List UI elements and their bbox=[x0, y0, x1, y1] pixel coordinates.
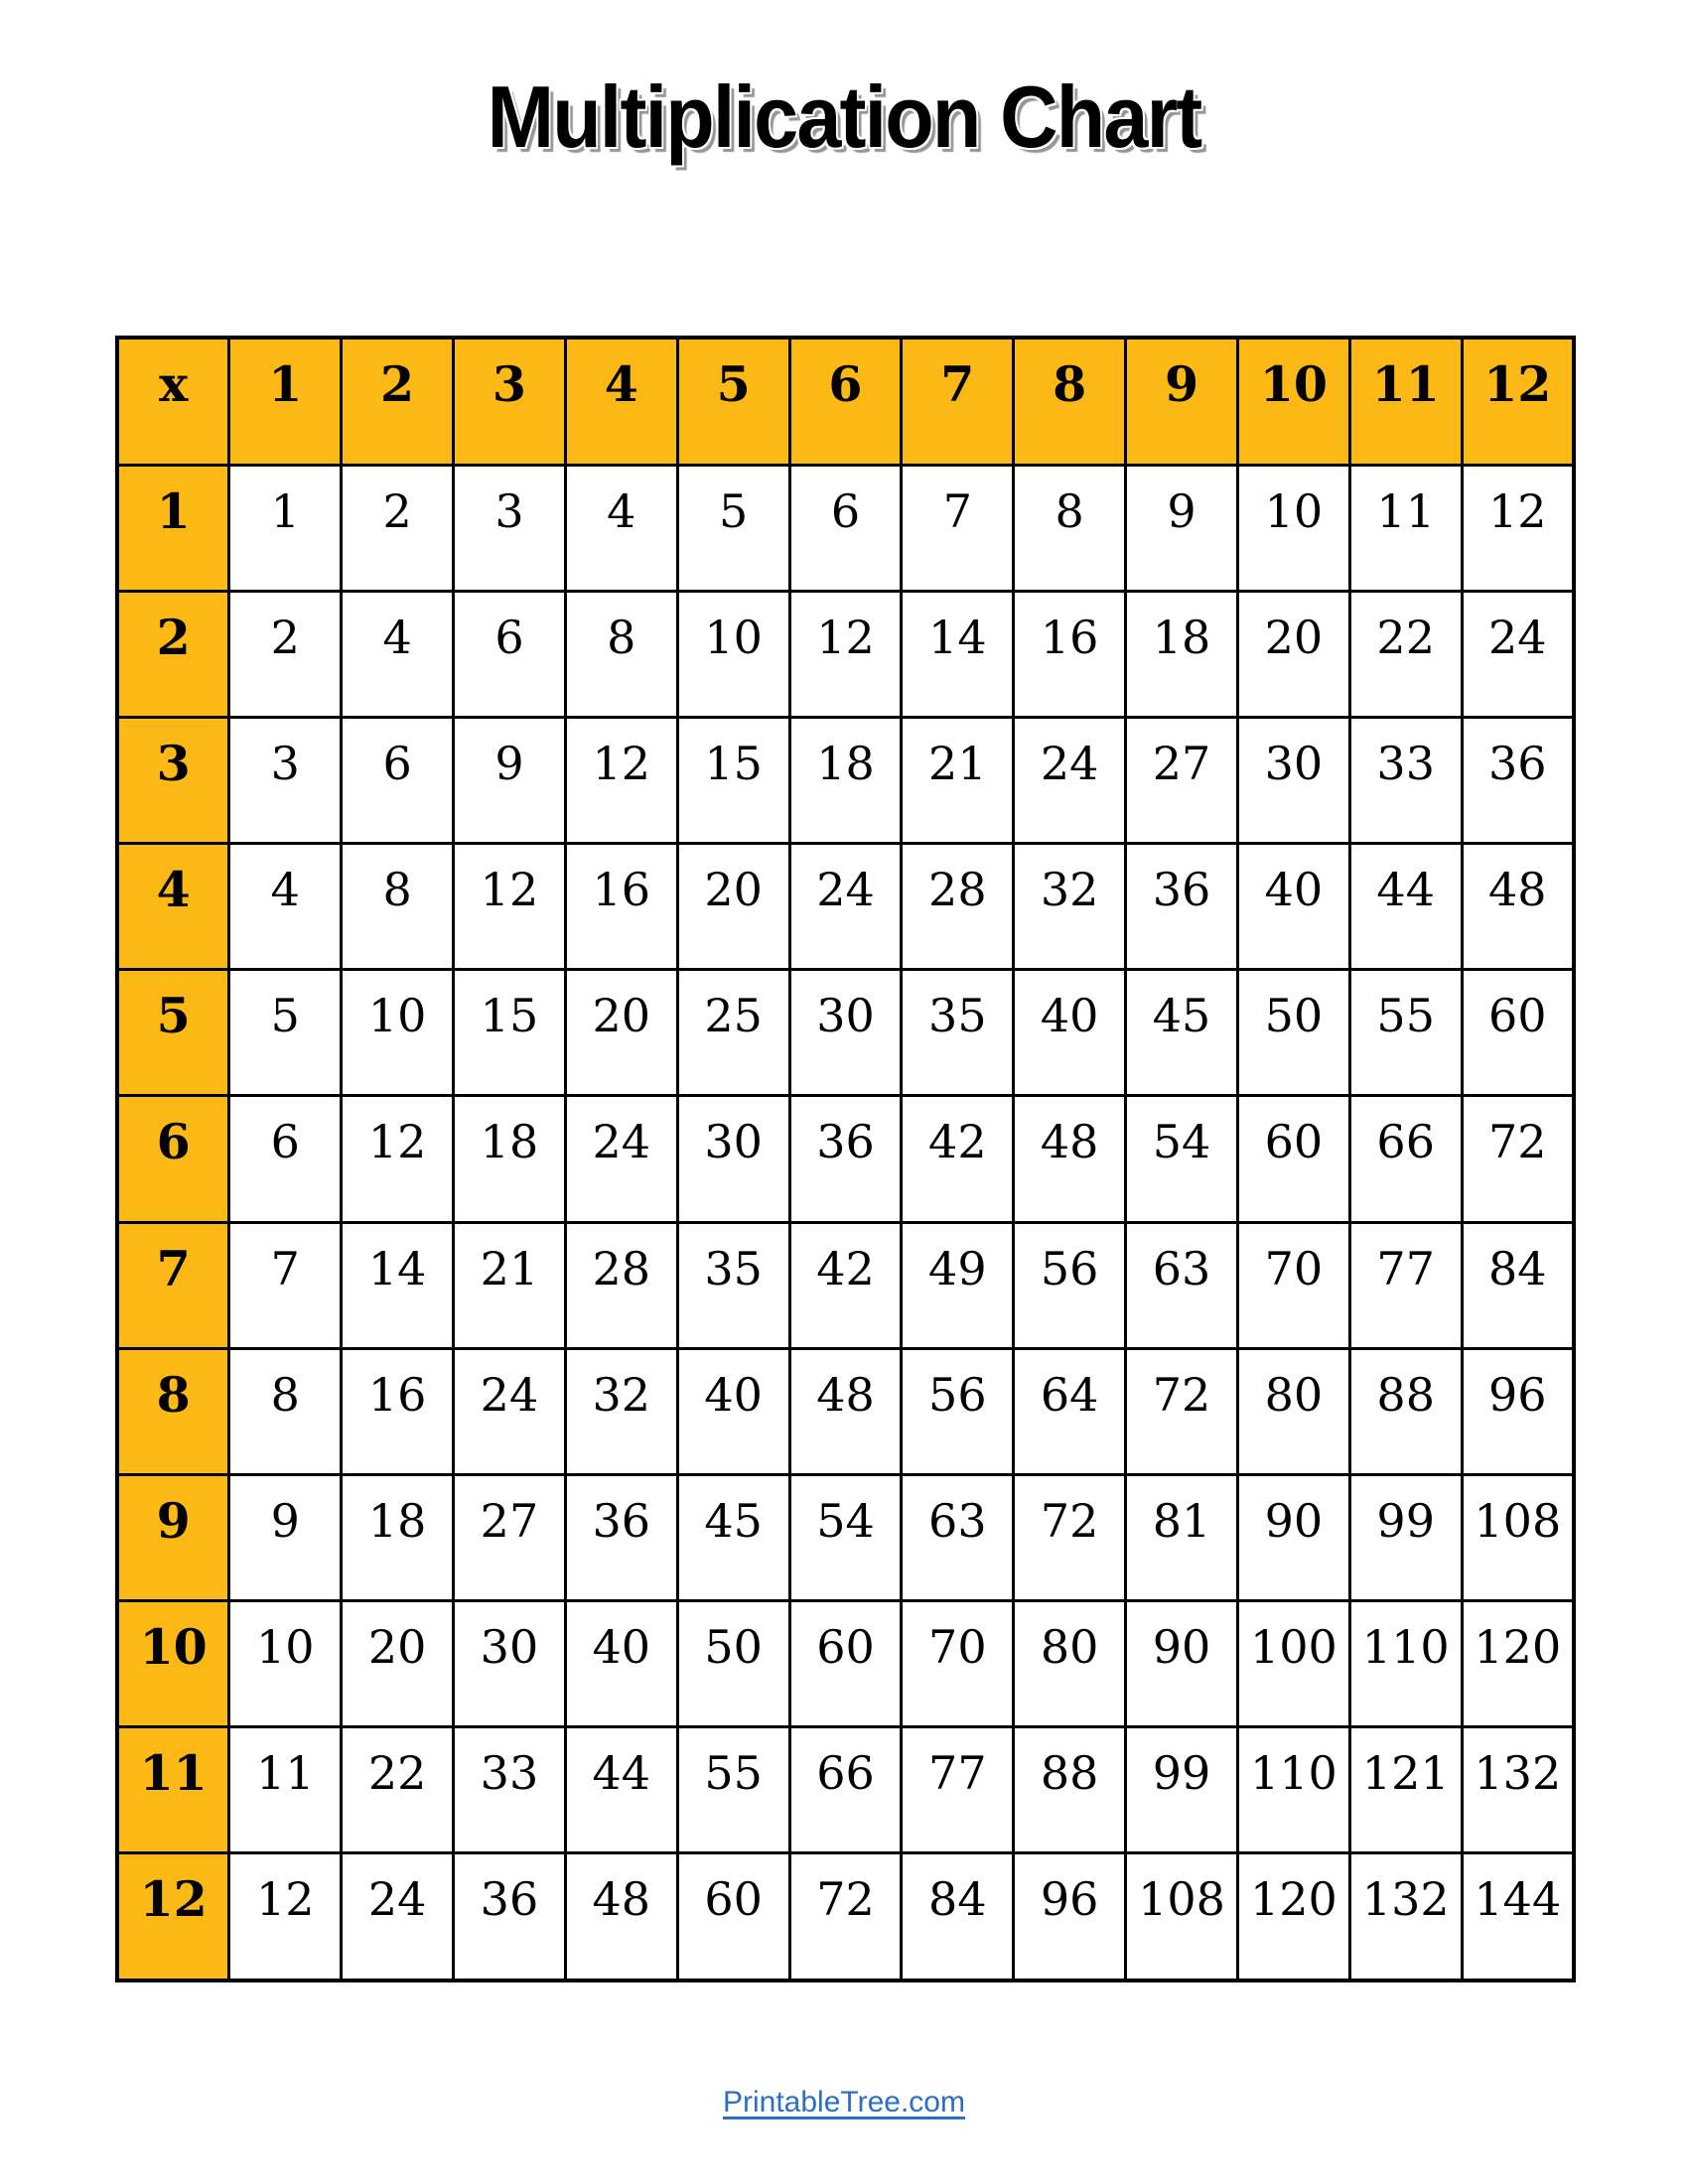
cell-2x2: 4 bbox=[342, 591, 454, 717]
cell-4x9: 36 bbox=[1126, 844, 1238, 970]
cell-11x10: 110 bbox=[1237, 1727, 1349, 1853]
cell-8x7: 56 bbox=[902, 1348, 1014, 1474]
cell-10x8: 80 bbox=[1014, 1601, 1126, 1727]
cell-6x2: 12 bbox=[342, 1096, 454, 1222]
cell-6x12: 72 bbox=[1462, 1096, 1574, 1222]
footer-link[interactable]: PrintableTree.com bbox=[723, 2086, 965, 2118]
table-header-row bbox=[117, 338, 1574, 465]
cell-2x10: 20 bbox=[1237, 591, 1349, 717]
table-row-10 bbox=[117, 1601, 1574, 1727]
cell-9x1: 9 bbox=[229, 1474, 342, 1600]
cell-2x3: 6 bbox=[454, 591, 566, 717]
cell-1x4: 4 bbox=[565, 465, 677, 591]
cell-6x5: 30 bbox=[677, 1096, 789, 1222]
cell-5x7: 35 bbox=[902, 970, 1014, 1096]
row-header-2: 2 bbox=[117, 591, 229, 717]
cell-10x2: 20 bbox=[342, 1601, 454, 1727]
row-header-7: 7 bbox=[117, 1222, 229, 1348]
cell-10x11: 110 bbox=[1349, 1601, 1462, 1727]
cell-12x7: 84 bbox=[902, 1853, 1014, 1980]
cell-7x5: 35 bbox=[677, 1222, 789, 1348]
cell-4x6: 24 bbox=[789, 844, 902, 970]
table-row-7 bbox=[117, 1222, 1574, 1348]
cell-3x9: 27 bbox=[1126, 717, 1238, 843]
col-header-8: 8 bbox=[1014, 338, 1126, 465]
cell-9x9: 81 bbox=[1126, 1474, 1238, 1600]
cell-12x5: 60 bbox=[677, 1853, 789, 1980]
cell-8x9: 72 bbox=[1126, 1348, 1238, 1474]
cell-9x4: 36 bbox=[565, 1474, 677, 1600]
table-row-6 bbox=[117, 1096, 1574, 1222]
table-row-4 bbox=[117, 844, 1574, 970]
cell-5x2: 10 bbox=[342, 970, 454, 1096]
cell-5x4: 20 bbox=[565, 970, 677, 1096]
row-header-5: 5 bbox=[117, 970, 229, 1096]
multiplication-table-body bbox=[117, 338, 1574, 1980]
cell-10x12: 120 bbox=[1462, 1601, 1574, 1727]
cell-4x2: 8 bbox=[342, 844, 454, 970]
cell-1x6: 6 bbox=[789, 465, 902, 591]
cell-2x7: 14 bbox=[902, 591, 1014, 717]
cell-6x3: 18 bbox=[454, 1096, 566, 1222]
cell-10x9: 90 bbox=[1126, 1601, 1238, 1727]
col-header-12: 12 bbox=[1462, 338, 1574, 465]
cell-12x1: 12 bbox=[229, 1853, 342, 1980]
cell-2x11: 22 bbox=[1349, 591, 1462, 717]
cell-11x12: 132 bbox=[1462, 1727, 1574, 1853]
multiplication-table bbox=[115, 336, 1576, 1982]
cell-9x7: 63 bbox=[902, 1474, 1014, 1600]
cell-12x8: 96 bbox=[1014, 1853, 1126, 1980]
cell-12x2: 24 bbox=[342, 1853, 454, 1980]
cell-1x10: 10 bbox=[1237, 465, 1349, 591]
cell-11x4: 44 bbox=[565, 1727, 677, 1853]
cell-10x3: 30 bbox=[454, 1601, 566, 1727]
cell-7x2: 14 bbox=[342, 1222, 454, 1348]
cell-4x5: 20 bbox=[677, 844, 789, 970]
cell-6x7: 42 bbox=[902, 1096, 1014, 1222]
cell-8x5: 40 bbox=[677, 1348, 789, 1474]
cell-1x2: 2 bbox=[342, 465, 454, 591]
cell-4x1: 4 bbox=[229, 844, 342, 970]
cell-12x6: 72 bbox=[789, 1853, 902, 1980]
cell-11x9: 99 bbox=[1126, 1727, 1238, 1853]
row-header-1: 1 bbox=[117, 465, 229, 591]
cell-10x4: 40 bbox=[565, 1601, 677, 1727]
cell-9x2: 18 bbox=[342, 1474, 454, 1600]
cell-1x12: 12 bbox=[1462, 465, 1574, 591]
cell-6x8: 48 bbox=[1014, 1096, 1126, 1222]
cell-10x1: 10 bbox=[229, 1601, 342, 1727]
cell-4x7: 28 bbox=[902, 844, 1014, 970]
cell-3x12: 36 bbox=[1462, 717, 1574, 843]
cell-4x10: 40 bbox=[1237, 844, 1349, 970]
cell-2x8: 16 bbox=[1014, 591, 1126, 717]
cell-8x4: 32 bbox=[565, 1348, 677, 1474]
row-header-12: 12 bbox=[117, 1853, 229, 1980]
cell-8x12: 96 bbox=[1462, 1348, 1574, 1474]
col-header-2: 2 bbox=[342, 338, 454, 465]
cell-11x7: 77 bbox=[902, 1727, 1014, 1853]
table-row-9 bbox=[117, 1474, 1574, 1600]
col-header-4: 4 bbox=[565, 338, 677, 465]
cell-2x4: 8 bbox=[565, 591, 677, 717]
cell-5x10: 50 bbox=[1237, 970, 1349, 1096]
table-row-2 bbox=[117, 591, 1574, 717]
cell-9x11: 99 bbox=[1349, 1474, 1462, 1600]
cell-5x11: 55 bbox=[1349, 970, 1462, 1096]
col-header-11: 11 bbox=[1349, 338, 1462, 465]
cell-3x10: 30 bbox=[1237, 717, 1349, 843]
cell-5x3: 15 bbox=[454, 970, 566, 1096]
cell-7x1: 7 bbox=[229, 1222, 342, 1348]
cell-3x5: 15 bbox=[677, 717, 789, 843]
cell-2x12: 24 bbox=[1462, 591, 1574, 717]
cell-8x6: 48 bbox=[789, 1348, 902, 1474]
cell-10x5: 50 bbox=[677, 1601, 789, 1727]
row-header-10: 10 bbox=[117, 1601, 229, 1727]
cell-11x2: 22 bbox=[342, 1727, 454, 1853]
cell-12x4: 48 bbox=[565, 1853, 677, 1980]
cell-6x10: 60 bbox=[1237, 1096, 1349, 1222]
cell-9x10: 90 bbox=[1237, 1474, 1349, 1600]
col-header-9: 9 bbox=[1126, 338, 1238, 465]
row-header-4: 4 bbox=[117, 844, 229, 970]
cell-2x1: 2 bbox=[229, 591, 342, 717]
page-title: Multiplication Chart bbox=[487, 68, 1201, 166]
cell-2x6: 12 bbox=[789, 591, 902, 717]
cell-8x1: 8 bbox=[229, 1348, 342, 1474]
cell-3x2: 6 bbox=[342, 717, 454, 843]
cell-7x6: 42 bbox=[789, 1222, 902, 1348]
cell-3x1: 3 bbox=[229, 717, 342, 843]
cell-5x9: 45 bbox=[1126, 970, 1238, 1096]
cell-3x4: 12 bbox=[565, 717, 677, 843]
cell-3x6: 18 bbox=[789, 717, 902, 843]
cell-11x5: 55 bbox=[677, 1727, 789, 1853]
cell-4x8: 32 bbox=[1014, 844, 1126, 970]
col-header-10: 10 bbox=[1237, 338, 1349, 465]
cell-4x11: 44 bbox=[1349, 844, 1462, 970]
cell-1x7: 7 bbox=[902, 465, 1014, 591]
row-header-6: 6 bbox=[117, 1096, 229, 1222]
cell-1x8: 8 bbox=[1014, 465, 1126, 591]
table-row-12 bbox=[117, 1853, 1574, 1980]
cell-10x6: 60 bbox=[789, 1601, 902, 1727]
cell-5x8: 40 bbox=[1014, 970, 1126, 1096]
row-header-9: 9 bbox=[117, 1474, 229, 1600]
cell-8x11: 88 bbox=[1349, 1348, 1462, 1474]
cell-1x3: 3 bbox=[454, 465, 566, 591]
col-header-3: 3 bbox=[454, 338, 566, 465]
cell-7x11: 77 bbox=[1349, 1222, 1462, 1348]
footer bbox=[0, 2083, 1688, 2122]
cell-12x9: 108 bbox=[1126, 1853, 1238, 1980]
row-header-3: 3 bbox=[117, 717, 229, 843]
cell-11x6: 66 bbox=[789, 1727, 902, 1853]
cell-5x12: 60 bbox=[1462, 970, 1574, 1096]
cell-7x8: 56 bbox=[1014, 1222, 1126, 1348]
cell-6x9: 54 bbox=[1126, 1096, 1238, 1222]
cell-8x2: 16 bbox=[342, 1348, 454, 1474]
cell-5x6: 30 bbox=[789, 970, 902, 1096]
table-row-8 bbox=[117, 1348, 1574, 1474]
cell-6x4: 24 bbox=[565, 1096, 677, 1222]
col-header-1: 1 bbox=[229, 338, 342, 465]
cell-2x5: 10 bbox=[677, 591, 789, 717]
cell-10x10: 100 bbox=[1237, 1601, 1349, 1727]
cell-11x1: 11 bbox=[229, 1727, 342, 1853]
table-row-5 bbox=[117, 970, 1574, 1096]
cell-7x7: 49 bbox=[902, 1222, 1014, 1348]
cell-1x9: 9 bbox=[1126, 465, 1238, 591]
col-header-6: 6 bbox=[789, 338, 902, 465]
cell-10x7: 70 bbox=[902, 1601, 1014, 1727]
cell-4x12: 48 bbox=[1462, 844, 1574, 970]
cell-1x11: 11 bbox=[1349, 465, 1462, 591]
cell-9x12: 108 bbox=[1462, 1474, 1574, 1600]
cell-11x3: 33 bbox=[454, 1727, 566, 1853]
cell-7x4: 28 bbox=[565, 1222, 677, 1348]
cell-6x1: 6 bbox=[229, 1096, 342, 1222]
table-row-11 bbox=[117, 1727, 1574, 1853]
cell-3x11: 33 bbox=[1349, 717, 1462, 843]
cell-9x8: 72 bbox=[1014, 1474, 1126, 1600]
cell-6x6: 36 bbox=[789, 1096, 902, 1222]
cell-4x4: 16 bbox=[565, 844, 677, 970]
cell-12x12: 144 bbox=[1462, 1853, 1574, 1980]
cell-9x3: 27 bbox=[454, 1474, 566, 1600]
cell-7x10: 70 bbox=[1237, 1222, 1349, 1348]
cell-8x8: 64 bbox=[1014, 1348, 1126, 1474]
row-header-8: 8 bbox=[117, 1348, 229, 1474]
cell-5x1: 5 bbox=[229, 970, 342, 1096]
cell-1x1: 1 bbox=[229, 465, 342, 591]
cell-11x8: 88 bbox=[1014, 1727, 1126, 1853]
cell-7x9: 63 bbox=[1126, 1222, 1238, 1348]
cell-9x6: 54 bbox=[789, 1474, 902, 1600]
cell-7x3: 21 bbox=[454, 1222, 566, 1348]
cell-6x11: 66 bbox=[1349, 1096, 1462, 1222]
table-row-3 bbox=[117, 717, 1574, 843]
cell-2x9: 18 bbox=[1126, 591, 1238, 717]
cell-11x11: 121 bbox=[1349, 1727, 1462, 1853]
cell-3x3: 9 bbox=[454, 717, 566, 843]
cell-12x11: 132 bbox=[1349, 1853, 1462, 1980]
cell-7x12: 84 bbox=[1462, 1222, 1574, 1348]
cell-8x10: 80 bbox=[1237, 1348, 1349, 1474]
corner-cell: x bbox=[117, 338, 229, 465]
cell-5x5: 25 bbox=[677, 970, 789, 1096]
cell-3x7: 21 bbox=[902, 717, 1014, 843]
col-header-5: 5 bbox=[677, 338, 789, 465]
row-header-11: 11 bbox=[117, 1727, 229, 1853]
cell-8x3: 24 bbox=[454, 1348, 566, 1474]
cell-4x3: 12 bbox=[454, 844, 566, 970]
cell-9x5: 45 bbox=[677, 1474, 789, 1600]
col-header-7: 7 bbox=[902, 338, 1014, 465]
cell-3x8: 24 bbox=[1014, 717, 1126, 843]
table-row-1 bbox=[117, 465, 1574, 591]
cell-12x10: 120 bbox=[1237, 1853, 1349, 1980]
cell-1x5: 5 bbox=[677, 465, 789, 591]
cell-12x3: 36 bbox=[454, 1853, 566, 1980]
